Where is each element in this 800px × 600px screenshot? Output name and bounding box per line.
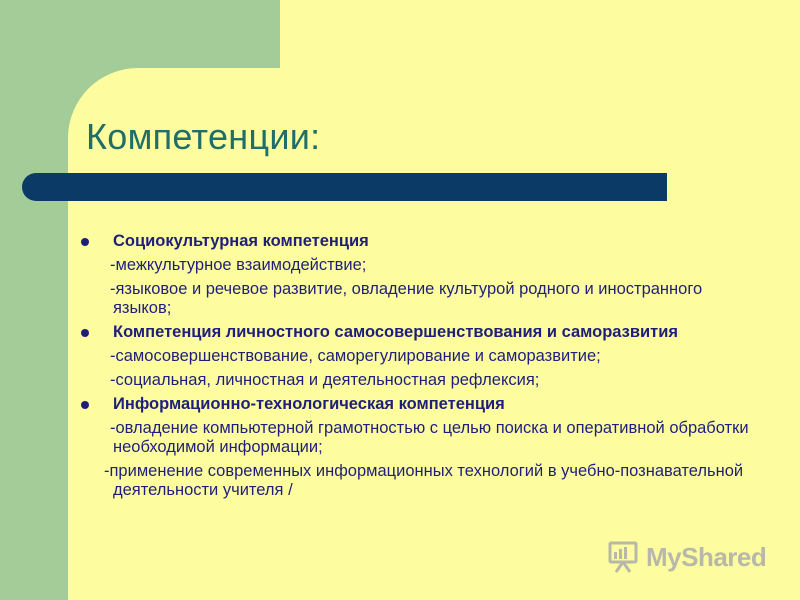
bullet-icon bbox=[81, 238, 89, 246]
bullet-icon bbox=[81, 401, 89, 409]
list-item: -межкультурное взаимодействие; bbox=[110, 256, 367, 274]
slide-content bbox=[80, 232, 760, 505]
list-item: -применение современных информационных технологий в учебно-познавательной деятельности учителя / bbox=[104, 462, 744, 499]
list-item: -самосовершенствование, саморегулирование и саморазвитие; bbox=[110, 347, 601, 365]
list-item: -социальная, личностная и деятельностная рефлексия; bbox=[110, 371, 540, 389]
watermark-logo bbox=[606, 537, 766, 577]
list-item: -овладение компьютерной грамотностью с целью поиска и оперативной обработки необходимой информации; bbox=[110, 419, 749, 456]
bullet-icon bbox=[81, 329, 89, 337]
section-heading bbox=[80, 323, 760, 342]
section-heading-text: Компетенция личностного самосовершенствования и саморазвития bbox=[113, 323, 679, 341]
list-item: -языковое и речевое развитие, овладение культурой родного и иностранного языков; bbox=[110, 280, 703, 317]
presentation-board-icon bbox=[606, 540, 640, 574]
watermark-text: MyShared bbox=[646, 541, 767, 572]
section-heading bbox=[80, 395, 760, 414]
section-heading-text: Социокультурная компетенция bbox=[113, 232, 369, 250]
section-heading bbox=[80, 232, 760, 251]
slide-title: Компетенции: bbox=[86, 116, 321, 157]
section-heading-text: Информационно-технологическая компетенция bbox=[113, 395, 505, 413]
panel-top-cutout bbox=[68, 0, 280, 68]
title-underline-bar bbox=[22, 173, 667, 201]
